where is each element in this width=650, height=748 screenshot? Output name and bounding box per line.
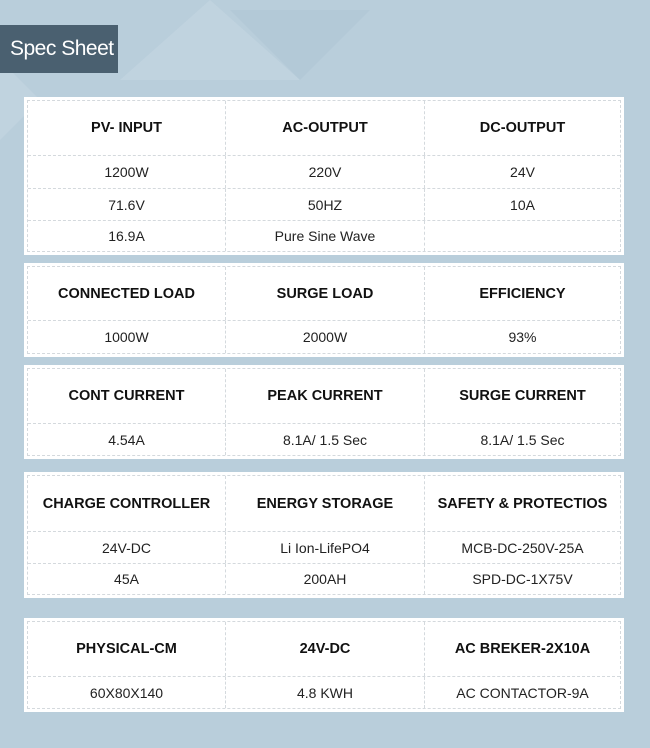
table-cell: AC CONTACTOR-9A: [456, 684, 589, 701]
table-cell: 24V-DC: [28, 532, 226, 563]
table-header-row: [28, 267, 620, 321]
table-cell: 16.9A: [28, 221, 226, 251]
spec-table-storage: [24, 472, 624, 598]
table-cell: SPD-DC-1X75V: [472, 571, 573, 587]
header-cell: AC-OUTPUT: [226, 101, 425, 155]
table-cell: 93%: [508, 329, 537, 345]
header-cell: DC-OUTPUT: [479, 120, 566, 136]
table-cell: 8.1A/ 1.5 Sec: [226, 424, 425, 455]
table-row: [28, 677, 620, 708]
table-cell: 4.54A: [28, 424, 226, 455]
table-cell: 71.6V: [28, 189, 226, 220]
table-cell: 1200W: [28, 156, 226, 188]
table-cell: 1000W: [28, 321, 226, 353]
spec-table-current: [24, 365, 624, 459]
table-cell: Li Ion-LifePO4: [226, 532, 425, 563]
header-cell: AC BREKER-2X10A: [454, 641, 591, 657]
table-header-row: [28, 622, 620, 677]
header-cell: 24V-DC: [226, 622, 425, 676]
table-cell: 24V: [510, 164, 535, 180]
header-cell: SAFETY & PROTECTIOS: [437, 495, 608, 512]
header-cell: PV- INPUT: [28, 101, 226, 155]
table-row: [28, 321, 620, 353]
table-cell: 200AH: [226, 564, 425, 594]
header-cell: CONT CURRENT: [28, 369, 226, 423]
table-cell: [425, 221, 620, 251]
table-row: [28, 189, 620, 221]
table-cell: 60X80X140: [28, 677, 226, 708]
table-cell: MCB-DC-250V-25A: [461, 539, 584, 556]
header-cell: CHARGE CONTROLLER: [28, 476, 226, 531]
table-cell: 4.8 KWH: [226, 677, 425, 708]
table-cell: Pure Sine Wave: [226, 221, 425, 251]
header-cell: PHYSICAL-CM: [28, 622, 226, 676]
table-row: [28, 532, 620, 564]
table-row: [28, 424, 620, 455]
header-cell: ENERGY STORAGE: [226, 476, 425, 531]
header-cell: EFFICIENCY: [479, 285, 566, 302]
table-row: [28, 156, 620, 189]
header-cell: SURGE CURRENT: [459, 388, 586, 404]
table-header-row: [28, 369, 620, 424]
table-cell: 50HZ: [226, 189, 425, 220]
page-title: Spec Sheet: [0, 25, 118, 73]
table-cell: 10A: [510, 196, 535, 213]
header-cell: SURGE LOAD: [226, 267, 425, 320]
table-row: [28, 221, 620, 251]
spec-table-load: [24, 263, 624, 357]
spec-table-physical: [24, 618, 624, 712]
table-header-row: [28, 101, 620, 156]
table-row: [28, 564, 620, 594]
table-cell: 220V: [226, 156, 425, 188]
table-header-row: [28, 476, 620, 532]
background-triangle: [230, 10, 370, 80]
header-cell: CONNECTED LOAD: [28, 267, 226, 320]
spec-table-io: [24, 97, 624, 255]
header-cell: PEAK CURRENT: [226, 369, 425, 423]
table-cell: 45A: [28, 564, 226, 594]
table-cell: 8.1A/ 1.5 Sec: [480, 431, 565, 448]
table-cell: 2000W: [226, 321, 425, 353]
